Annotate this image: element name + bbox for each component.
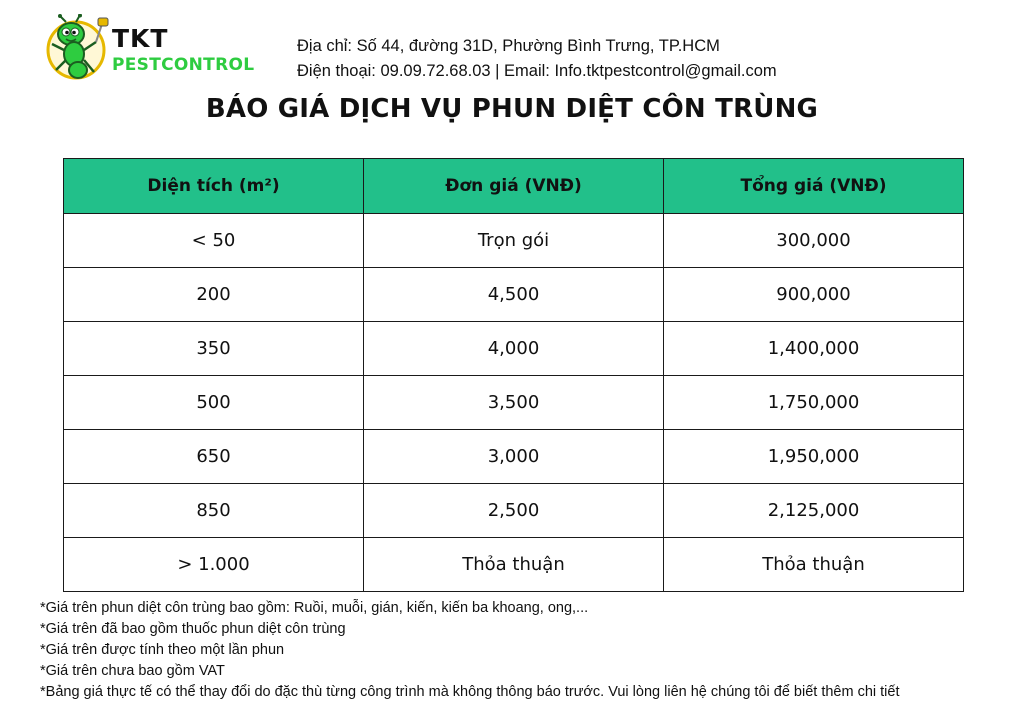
company-logo — [44, 14, 255, 84]
logo-name-line1: TKT — [112, 24, 169, 53]
contact-block — [297, 34, 777, 84]
table-row — [64, 484, 964, 538]
phone-email-text: Điện thoại: 09.09.72.68.03 | Email: Info.tktpestcontrol@gmail.com — [297, 62, 777, 80]
cell-area: < 50 — [64, 214, 364, 268]
table-row — [64, 322, 964, 376]
cell-unit-price: 3,500 — [364, 376, 664, 430]
cell-unit-price: Trọn gói — [364, 214, 664, 268]
cell-total-price: 1,400,000 — [664, 322, 964, 376]
cell-unit-price: 2,500 — [364, 484, 664, 538]
cell-total-price: Thỏa thuận — [664, 538, 964, 592]
note-line: *Giá trên chưa bao gồm VAT — [40, 663, 225, 679]
table-row — [64, 268, 964, 322]
note-line: *Bảng giá thực tế có thể thay đổi do đặc thù từng công trình mà không thông báo trước. Vui lòng liên hệ chúng tôi để biết thêm chi tiết — [40, 684, 900, 700]
cell-unit-price: 4,000 — [364, 322, 664, 376]
table-row — [64, 376, 964, 430]
note-line: *Giá trên phun diệt côn trùng bao gồm: Ruồi, muỗi, gián, kiến, kiến ba khoang, ong,... — [40, 600, 589, 616]
cell-total-price: 1,750,000 — [664, 376, 964, 430]
table-row — [64, 538, 964, 592]
cell-area: 850 — [64, 484, 364, 538]
ant-mascot-icon — [44, 14, 110, 84]
page-title: BÁO GIÁ DỊCH VỤ PHUN DIỆT CÔN TRÙNG — [205, 94, 819, 124]
table-row — [64, 430, 964, 484]
cell-unit-price: 4,500 — [364, 268, 664, 322]
header-total-price: Tổng giá (VNĐ) — [664, 159, 964, 214]
cell-total-price: 300,000 — [664, 214, 964, 268]
table-header-row — [64, 159, 964, 214]
note-line: *Giá trên đã bao gồm thuốc phun diệt côn trùng — [40, 621, 346, 637]
note-line: *Giá trên được tính theo một lần phun — [40, 642, 285, 658]
cell-area: 500 — [64, 376, 364, 430]
address-text: Địa chỉ: Số 44, đường 31D, Phường Bình Trưng, TP.HCM — [297, 37, 720, 55]
notes-block — [40, 598, 900, 703]
cell-total-price: 2,125,000 — [664, 484, 964, 538]
table-row — [64, 214, 964, 268]
cell-unit-price: Thỏa thuận — [364, 538, 664, 592]
cell-unit-price: 3,000 — [364, 430, 664, 484]
cell-area: 200 — [64, 268, 364, 322]
cell-total-price: 1,950,000 — [664, 430, 964, 484]
logo-name-line2: PESTCONTROL — [112, 55, 255, 75]
cell-area: 650 — [64, 430, 364, 484]
header-unit-price: Đơn giá (VNĐ) — [364, 159, 664, 214]
cell-area: > 1.000 — [64, 538, 364, 592]
cell-total-price: 900,000 — [664, 268, 964, 322]
cell-area: 350 — [64, 322, 364, 376]
price-table — [63, 158, 964, 592]
header-area: Diện tích (m²) — [64, 159, 364, 214]
